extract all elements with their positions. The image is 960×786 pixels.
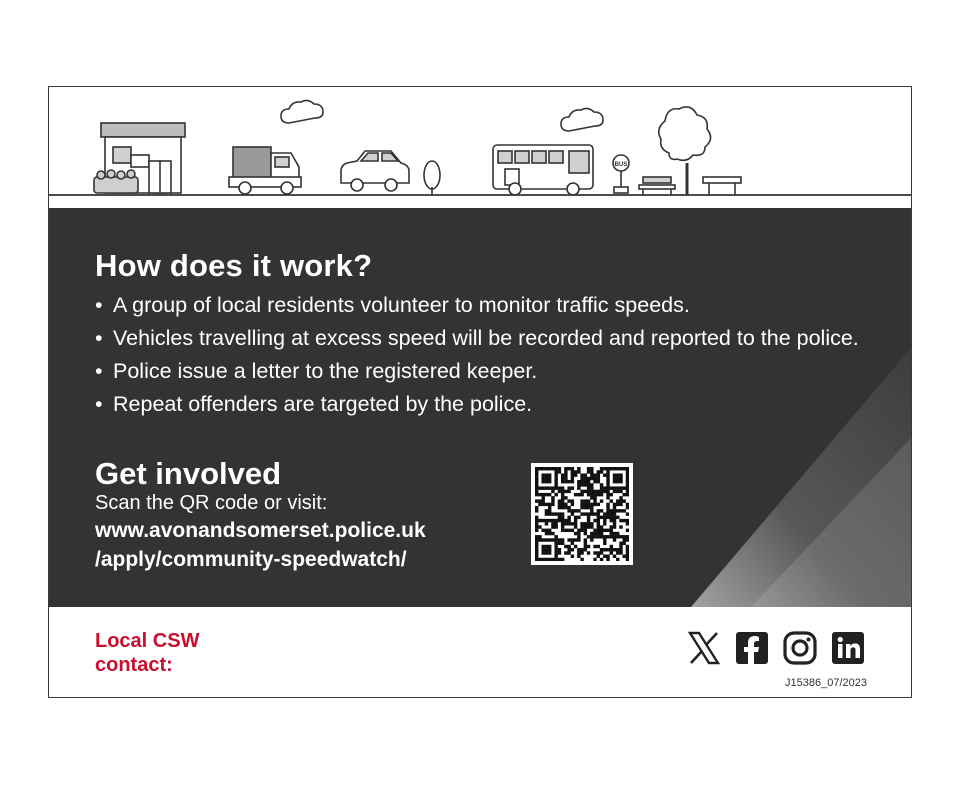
qr-code[interactable] [531, 463, 633, 565]
street-illustration [49, 87, 911, 208]
scan-instructions: Scan the QR code or visit: [95, 492, 328, 514]
bus-stop-label: BUS [614, 162, 628, 168]
cloud-icon [281, 100, 323, 123]
info-panel [49, 208, 911, 607]
facebook-icon[interactable] [735, 631, 769, 665]
website-link-line2[interactable]: /apply/community-speedwatch/ [95, 548, 407, 571]
how-it-works-list [95, 290, 875, 422]
truck-icon [229, 147, 301, 194]
website-link-line1[interactable]: www.avonandsomerset.police.uk [95, 519, 426, 542]
list-item: • Vehicles travelling at excess speed will be recorded and reported to the police. [95, 323, 875, 354]
bench-icon [639, 177, 675, 195]
list-item: • Repeat offenders are targeted by the police. [95, 389, 875, 420]
contact-label-line1: Local CSW [95, 630, 200, 652]
shop-icon [94, 123, 185, 193]
how-it-works-title: How does it work? [95, 248, 373, 283]
bus-stop-sign-icon [613, 155, 629, 193]
car-icon [341, 151, 409, 191]
local-csw-contact [95, 629, 199, 677]
x-icon[interactable] [687, 631, 721, 665]
list-item: • A group of local residents volunteer to monitor traffic speeds. [95, 290, 875, 321]
linkedin-icon[interactable] [831, 631, 865, 665]
bench-icon [703, 177, 741, 195]
get-involved-title: Get involved [95, 456, 282, 491]
instagram-icon[interactable] [783, 631, 817, 665]
tree-icon [424, 161, 440, 195]
qr-code-pattern [535, 467, 629, 561]
contact-label-line2: contact: [95, 654, 173, 676]
flyer-card [48, 86, 912, 698]
bus-icon [493, 145, 593, 195]
list-item: • Police issue a letter to the registered keeper. [95, 356, 875, 387]
document-reference: J15386_07/2023 [785, 677, 867, 689]
cloud-icon [561, 108, 603, 131]
